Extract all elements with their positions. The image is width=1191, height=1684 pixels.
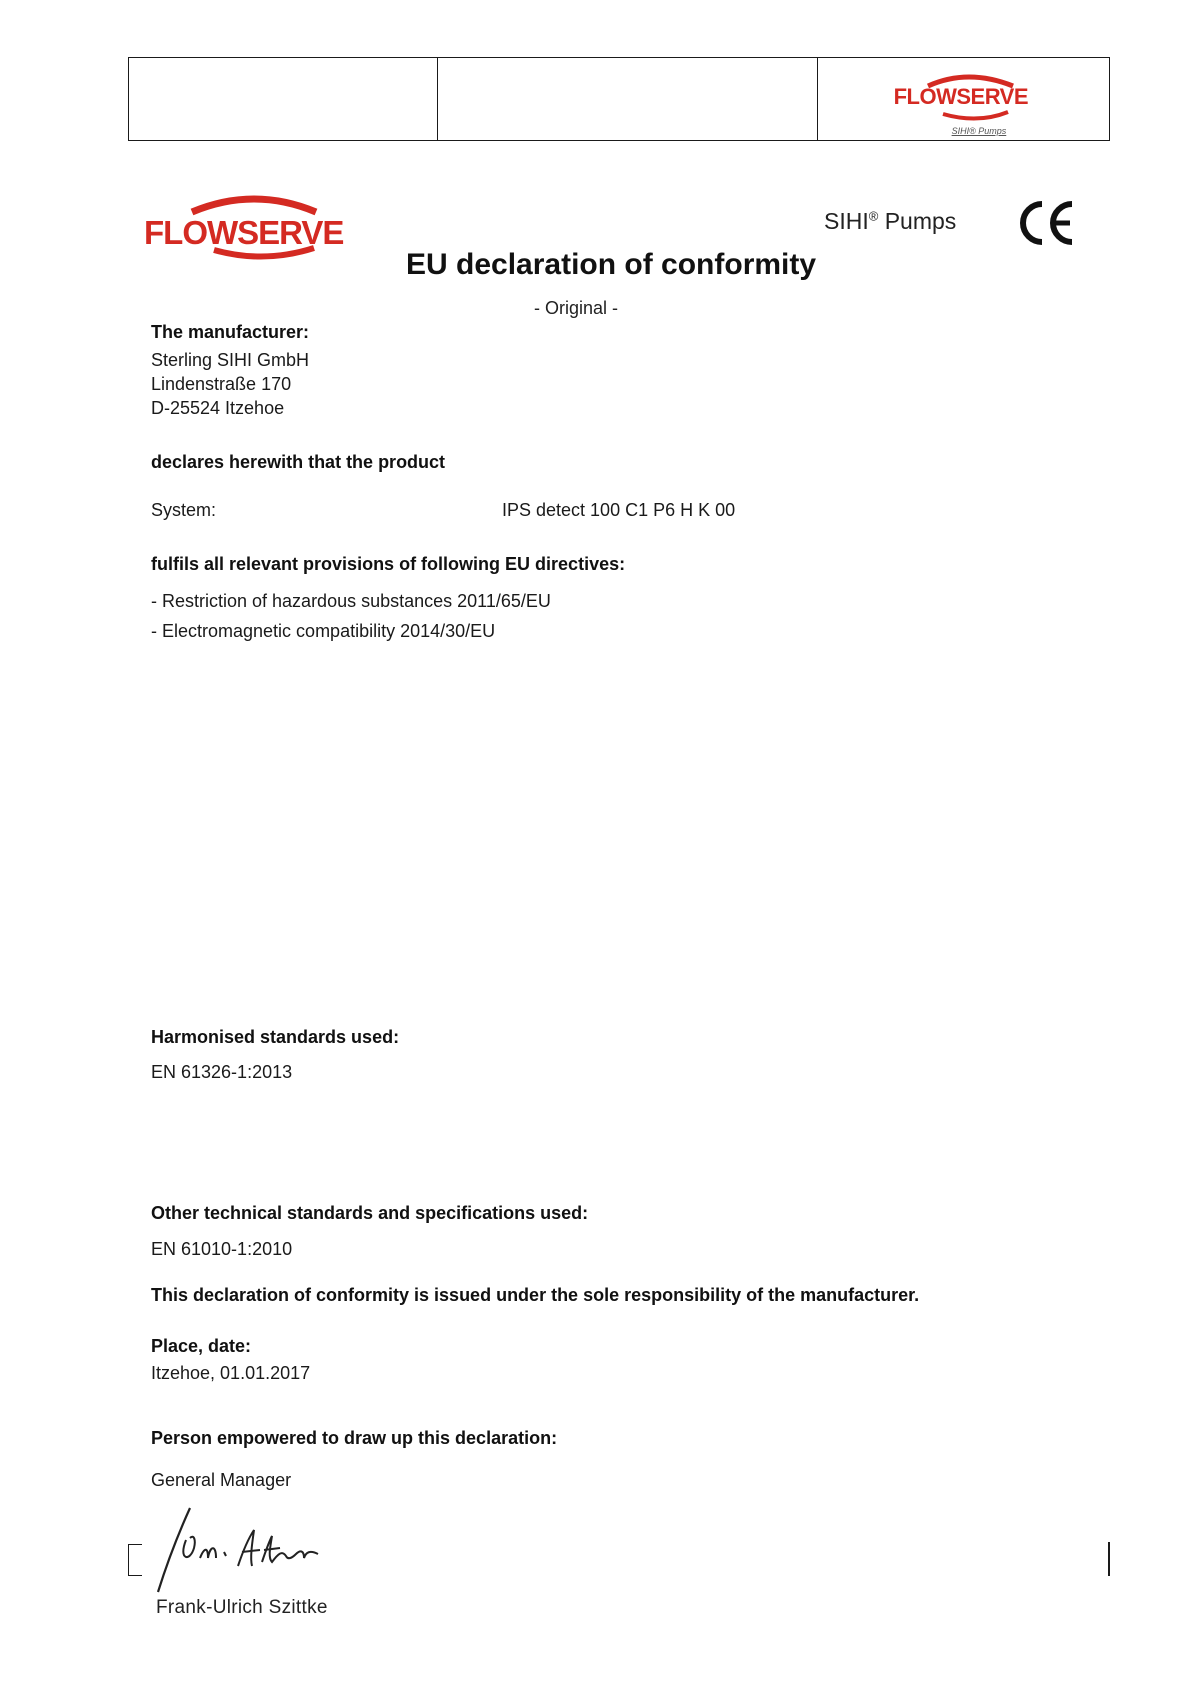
system-value: IPS detect 100 C1 P6 H K 00 [502,500,736,520]
product-line-name: SIHI [824,208,869,234]
product-line [824,208,956,235]
declares-heading: declares herewith that the product [151,452,446,472]
place-date-value: Itzehoe, 01.01.2017 [151,1363,311,1383]
product-line-suffix: Pumps [878,208,957,234]
other-standards-heading: Other technical standards and specifications used: [151,1203,589,1223]
flowserve-logo-small [888,70,1048,140]
manufacturer-line: Sterling SIHI GmbH [151,350,310,370]
header-cell-logo [818,58,1109,140]
flowserve-logo [144,198,354,268]
header-cell-left [129,58,438,140]
person-role: General Manager [151,1470,292,1490]
header-logo-text: FLOWSERVE [893,84,1029,109]
manufacturer-heading: The manufacturer: [151,322,310,342]
person-heading: Person empowered to draw up this declaration: [151,1428,558,1448]
system-label: System: [151,500,217,520]
header-table [128,57,1110,141]
crop-mark-right [1108,1542,1110,1576]
manufacturer-line: D-25524 Itzehoe [151,398,285,418]
manufacturer-line: Lindenstraße 170 [151,374,292,394]
signature-image [150,1500,350,1595]
registered-mark: ® [868,208,879,224]
other-standards-value: EN 61010-1:2010 [151,1239,293,1259]
header-logo-subtext: SIHI® Pumps [951,126,1007,136]
harmonised-value: EN 61326-1:2013 [151,1062,293,1082]
header-cell-middle [438,58,817,140]
document-subtitle: - Original - [534,298,619,318]
ce-mark-icon [1016,198,1078,248]
directives-heading: fulfils all relevant provisions of following EU directives: [151,554,626,574]
signatory-name: Frank-Ulrich Szittke [156,1597,328,1618]
harmonised-heading: Harmonised standards used: [151,1027,400,1047]
place-date-heading: Place, date: [151,1336,252,1356]
crop-mark-left [128,1544,142,1576]
directive-item: - Restriction of hazardous substances 2011/65/EU [151,591,551,611]
document-title: EU declaration of conformity [406,248,817,281]
directive-item: - Electromagnetic compatibility 2014/30/EU [151,621,496,641]
responsibility-statement: This declaration of conformity is issued under the sole responsibility of the manufacturer. [151,1285,920,1305]
logo-text: FLOWSERVE [144,214,344,251]
